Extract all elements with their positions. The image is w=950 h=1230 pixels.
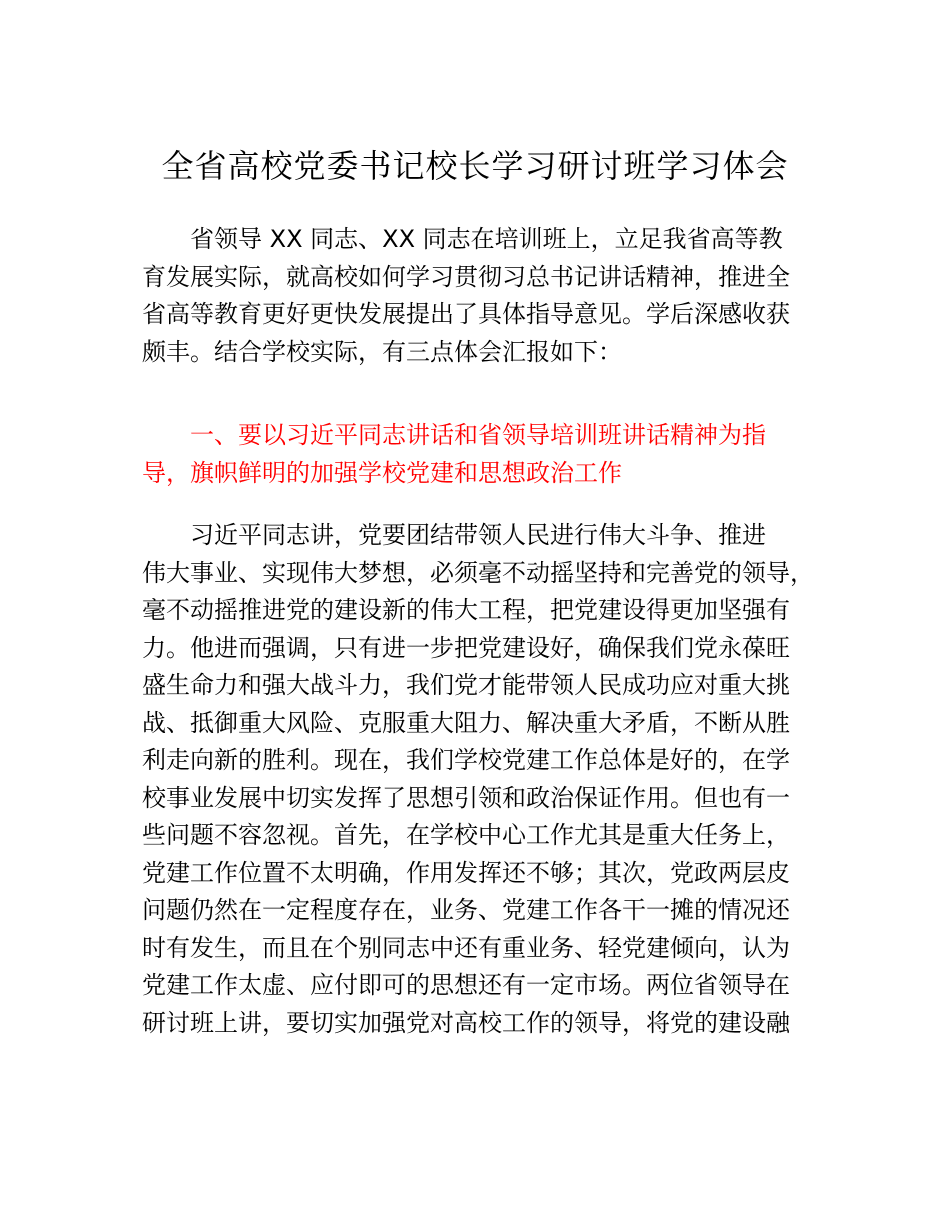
paragraph-line: 战、抵御重大风险、克服重大阻力、解决重大矛盾，不断从胜: [142, 708, 790, 737]
paragraph-line: 省领导 XX 同志、XX 同志在培训班上，立足我省高等教: [190, 225, 783, 253]
heading-line: 一、要以习近平同志讲话和省领导培训班讲话精神为指: [190, 421, 766, 449]
paragraph-line: 盛生命力和强大战斗力，我们党才能带领人民成功应对重大挑: [142, 671, 790, 699]
paragraph-line: 校事业发展中切实发挥了思想引领和政治保证作用。但也有一: [142, 783, 790, 812]
section-heading: [142, 417, 842, 492]
paragraph-line: 问题仍然在一定程度存在，业务、党建工作各干一摊的情况还: [142, 896, 790, 924]
paragraph-line: 利走向新的胜利。现在，我们学校党建工作总体是好的，在学: [142, 746, 790, 774]
paragraph-line: 育发展实际，就高校如何学习贯彻习总书记讲话精神，推进全: [142, 262, 790, 291]
intro-paragraph: [142, 221, 842, 371]
document-title: 全省高校党委书记校长学习研讨班学习体会: [161, 147, 789, 185]
paragraph-line: 时有发生，而且在个别同志中还有重业务、轻党建倾向，认为: [142, 933, 790, 962]
paragraph-line: 力。他进而强调，只有进一步把党建设好，确保我们党永葆旺: [142, 633, 790, 662]
paragraph-line: 党建工作位置不太明确，作用发挥还不够；其次，党政两层皮: [142, 858, 790, 887]
paragraph-line: 毫不动摇推进党的建设新的伟大工程，把党建设得更加坚强有: [142, 596, 790, 624]
paragraph-line: 习近平同志讲，党要团结带领人民进行伟大斗争、推进: [190, 521, 766, 549]
paragraph-line: 省高等教育更好更快发展提出了具体指导意见。学后深感收获: [142, 300, 790, 328]
paragraph-line: 研讨班上讲，要切实加强党对高校工作的领导，将党的建设融: [142, 1008, 790, 1037]
paragraph-line: 伟大事业、实现伟大梦想，必须毫不动摇坚持和完善党的领导，: [142, 558, 814, 587]
body-paragraph: [142, 517, 842, 1042]
paragraph-line: 党建工作太虚、应付即可的思想还有一定市场。两位省领导在: [142, 971, 790, 999]
paragraph-line: 颇丰。结合学校实际，有三点体会汇报如下：: [142, 337, 622, 366]
heading-line: 导，旗帜鲜明的加强学校党建和思想政治工作: [142, 458, 622, 487]
paragraph-line: 些问题不容忽视。首先，在学校中心工作尤其是重大任务上，: [142, 821, 790, 849]
